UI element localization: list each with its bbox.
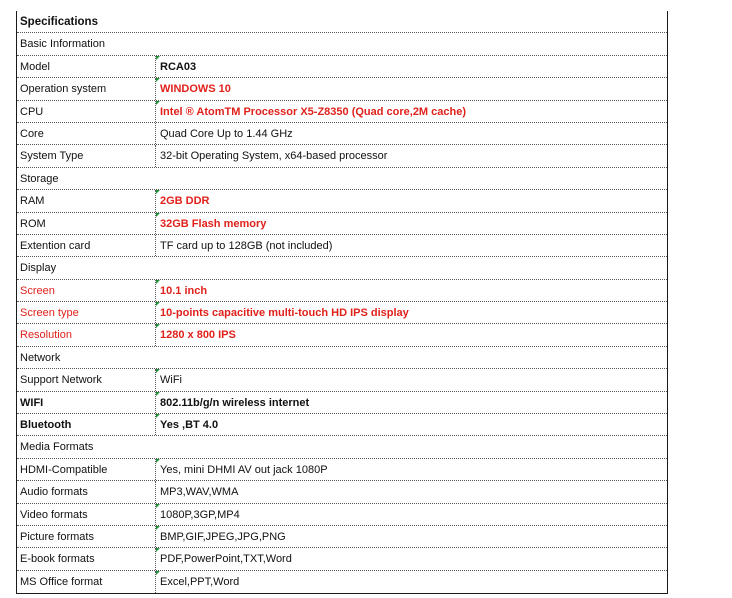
cell-corner-marker [156, 302, 160, 306]
spec-label: MS Office format [20, 575, 103, 588]
spec-label: Picture formats [20, 530, 94, 543]
spec-value-text: 10.1 inch [160, 284, 208, 297]
cell-corner-marker [156, 190, 160, 194]
section-heading-media-formats: Media Formats [20, 441, 94, 454]
cell-corner-marker [156, 56, 160, 60]
spec-row-picture-formats [17, 526, 667, 548]
spec-row-extention-card [17, 235, 667, 257]
section-heading-row [17, 347, 667, 369]
spec-value-text: Excel,PPT,Word [160, 575, 240, 588]
spec-row-audio-formats [17, 481, 667, 503]
cell-corner-marker [156, 548, 160, 552]
spec-value [155, 101, 667, 122]
spec-label: Resolution [20, 329, 72, 342]
spec-value-text: 32-bit Operating System, x64-based processor [160, 150, 388, 163]
spec-label: Video formats [20, 508, 88, 521]
spec-label: CPU [20, 105, 44, 118]
spec-value-text: 802.11b/g/n wireless internet [160, 396, 310, 409]
section-heading-row [17, 33, 667, 55]
spec-value-text: Intel ® AtomTM Processor X5-Z8350 (Quad core,2M cache) [160, 105, 467, 118]
spec-value-text: 10-points capacitive multi-touch HD IPS display [160, 307, 409, 320]
spec-row-resolution [17, 324, 667, 346]
spec-row-hdmi-compatible [17, 459, 667, 481]
spec-value [155, 571, 667, 593]
spec-label: System Type [20, 150, 84, 163]
spec-value [155, 280, 667, 301]
spec-row-bluetooth [17, 414, 667, 436]
spec-row-model [17, 56, 667, 78]
cell-corner-marker [156, 280, 160, 284]
cell-corner-marker [156, 571, 160, 575]
spec-row-e-book-formats [17, 548, 667, 570]
spec-value [155, 56, 667, 77]
spec-row-video-formats [17, 504, 667, 526]
spec-value-text: PDF,PowerPoint,TXT,Word [160, 553, 292, 566]
section-heading-row [17, 436, 667, 458]
cell-corner-marker [156, 369, 160, 373]
spec-value-text: 1080P,3GP,MP4 [160, 508, 240, 521]
spec-label: HDMI-Compatible [20, 463, 108, 476]
cell-corner-marker [156, 526, 160, 530]
spec-label: Operation system [20, 83, 107, 96]
spec-label: Model [20, 60, 50, 73]
spec-row-rom [17, 213, 667, 235]
spec-value [155, 392, 667, 413]
cell-corner-marker [156, 504, 160, 508]
spec-value [155, 324, 667, 345]
cell-corner-marker [156, 459, 160, 463]
section-heading-network: Network [20, 351, 61, 364]
spec-label: Screen type [20, 307, 79, 320]
spec-value-text: WiFi [160, 374, 182, 387]
section-heading-row [17, 168, 667, 190]
spec-value [155, 481, 667, 502]
spec-value [155, 145, 667, 166]
spec-value [155, 78, 667, 99]
spec-value-text: 2GB DDR [160, 195, 210, 208]
spec-value [155, 548, 667, 569]
spec-label: E-book formats [20, 553, 95, 566]
spec-row-screen-type [17, 302, 667, 324]
spec-label: Bluetooth [20, 419, 72, 432]
spec-value-text: 32GB Flash memory [160, 217, 267, 230]
section-heading-storage: Storage [20, 172, 59, 185]
cell-corner-marker [156, 213, 160, 217]
spec-value-text: WINDOWS 10 [160, 83, 231, 96]
spec-value-text: TF card up to 128GB (not included) [160, 239, 333, 252]
spec-value [155, 459, 667, 480]
spec-value [155, 302, 667, 323]
spec-value [155, 414, 667, 435]
cell-corner-marker [156, 324, 160, 328]
spec-row-cpu [17, 101, 667, 123]
section-heading-row [17, 257, 667, 279]
cell-corner-marker [156, 101, 160, 105]
spec-label: Screen [20, 284, 55, 297]
spec-row-support-network [17, 369, 667, 391]
spec-label: Audio formats [20, 486, 88, 499]
specifications-table [16, 11, 668, 594]
spec-row-ram [17, 190, 667, 212]
spec-value [155, 504, 667, 525]
spec-label: Core [20, 127, 44, 140]
spec-value-text: BMP,GIF,JPEG,JPG,PNG [160, 530, 286, 543]
spec-value [155, 190, 667, 211]
spec-label: Support Network [20, 374, 102, 387]
spec-label: ROM [20, 217, 46, 230]
spec-value [155, 235, 667, 256]
spec-value [155, 123, 667, 144]
spec-value-text: 1280 x 800 IPS [160, 329, 236, 342]
section-heading-display: Display [20, 262, 57, 275]
cell-corner-marker [156, 414, 160, 418]
spec-row-system-type [17, 145, 667, 167]
spec-value-text: MP3,WAV,WMA [160, 486, 239, 499]
spec-value [155, 369, 667, 390]
spec-value-text: RCA03 [160, 60, 197, 73]
spec-label: Extention card [20, 239, 91, 252]
table-title-row [17, 11, 667, 33]
spec-row-wifi [17, 392, 667, 414]
spec-value-text: Yes ,BT 4.0 [160, 419, 219, 432]
cell-corner-marker [156, 78, 160, 82]
spec-value-text: Quad Core Up to 1.44 GHz [160, 127, 293, 140]
spec-row-screen [17, 280, 667, 302]
cell-corner-marker [156, 392, 160, 396]
spec-value [155, 526, 667, 547]
spec-label: WIFI [20, 396, 44, 409]
section-heading-basic-information: Basic Information [20, 38, 105, 51]
spec-value [155, 213, 667, 234]
spec-label: RAM [20, 195, 45, 208]
table-title: Specifications [20, 16, 98, 28]
spec-row-ms-office-format [17, 571, 667, 593]
spec-row-operation-system [17, 78, 667, 100]
spec-value-text: Yes, mini DHMI AV out jack 1080P [160, 463, 328, 476]
spec-row-core [17, 123, 667, 145]
